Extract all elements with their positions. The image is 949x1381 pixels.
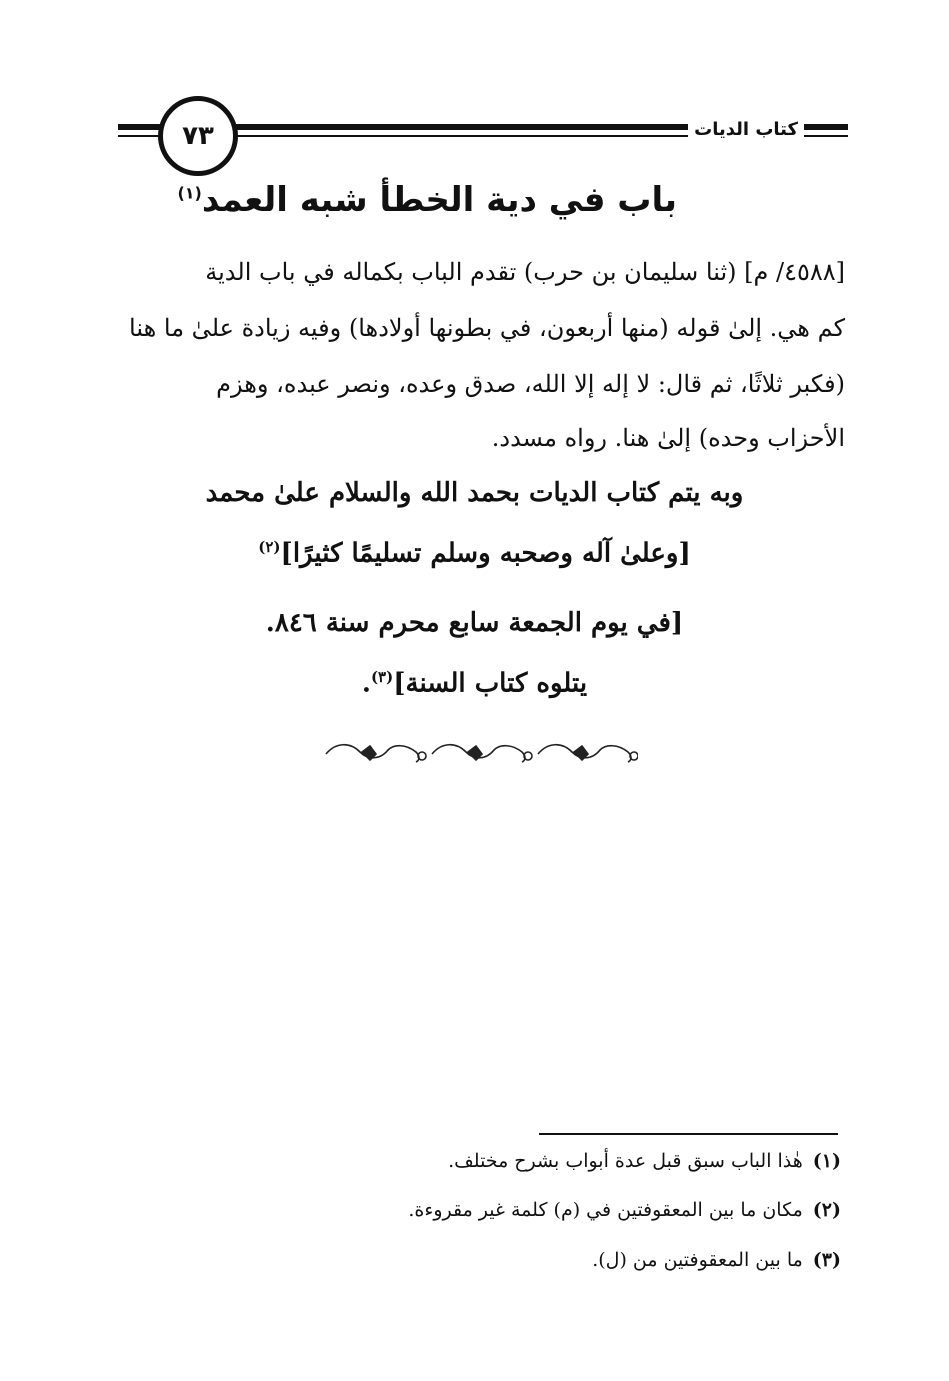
closing-line-4-end: .	[361, 668, 371, 699]
closing-line-4	[0, 668, 949, 699]
closing-line-4-ref: (٣)	[370, 668, 394, 686]
footnote-1	[448, 1150, 841, 1172]
footnote-1-number: (١)	[812, 1150, 841, 1172]
paragraph-line-1: [٤٥٨٨/ م] (ثنا سليمان بن حرب) تقدم الباب بكماله في باب الدية	[205, 258, 845, 286]
paragraph-line-3: (فكبر ثلاثًا، ثم قال: لا إله إلا الله، صدق وعده، ونصر عبده، وهزم	[216, 370, 845, 398]
footnote-separator	[539, 1133, 838, 1135]
floral-unit-2	[432, 745, 532, 762]
footnote-1-text: هٰذا الباب سبق قبل عدة أبواب بشرح مختلف.	[448, 1150, 803, 1172]
footnote-3-text: ما بين المعقوفتين من (ل).	[592, 1249, 803, 1271]
chapter-title-text: باب في دية الخطأ شبه العمد	[201, 180, 677, 220]
closing-line-1: وبه يتم كتاب الديات بحمد الله والسلام علىٰ محمد	[205, 478, 744, 508]
chapter-title	[177, 180, 677, 220]
page-number: ٧٣	[158, 96, 238, 176]
footnote-3-number: (٣)	[812, 1249, 841, 1271]
closing-line-2	[0, 538, 949, 569]
paragraph-line-4: الأحزاب وحده) إلىٰ هنا. رواه مسدد.	[491, 424, 845, 452]
paragraph-line-2: كم هي. إلىٰ قوله (منها أربعون، في بطونها أولادها) وفيه زيادة علىٰ ما هنا	[129, 314, 845, 342]
closing-line-3: [في يوم الجمعة سابع محرم سنة ٨٤٦.	[265, 608, 684, 638]
page-header	[0, 0, 949, 190]
footnote-2-number: (٢)	[812, 1199, 841, 1221]
closing-line-2-ref: (٢)	[258, 538, 281, 556]
floral-unit-1	[326, 745, 426, 762]
floral-divider-icon	[322, 736, 638, 770]
footnote-3	[592, 1249, 841, 1271]
footnote-2	[408, 1199, 841, 1221]
footnote-2-text: مكان ما بين المعقوفتين في (م) كلمة غير مقروءة.	[408, 1199, 803, 1221]
running-title: كتاب الديات	[688, 119, 804, 140]
floral-unit-3	[538, 745, 638, 762]
chapter-note-ref: (١)	[177, 183, 202, 203]
closing-line-4-text: يتلوه كتاب السنة]	[393, 668, 588, 699]
closing-line-2-text: [وعلىٰ آله وصحبه وسلم تسليمًا كثيرًا]	[280, 538, 691, 569]
floral-divider-svg	[322, 738, 638, 768]
